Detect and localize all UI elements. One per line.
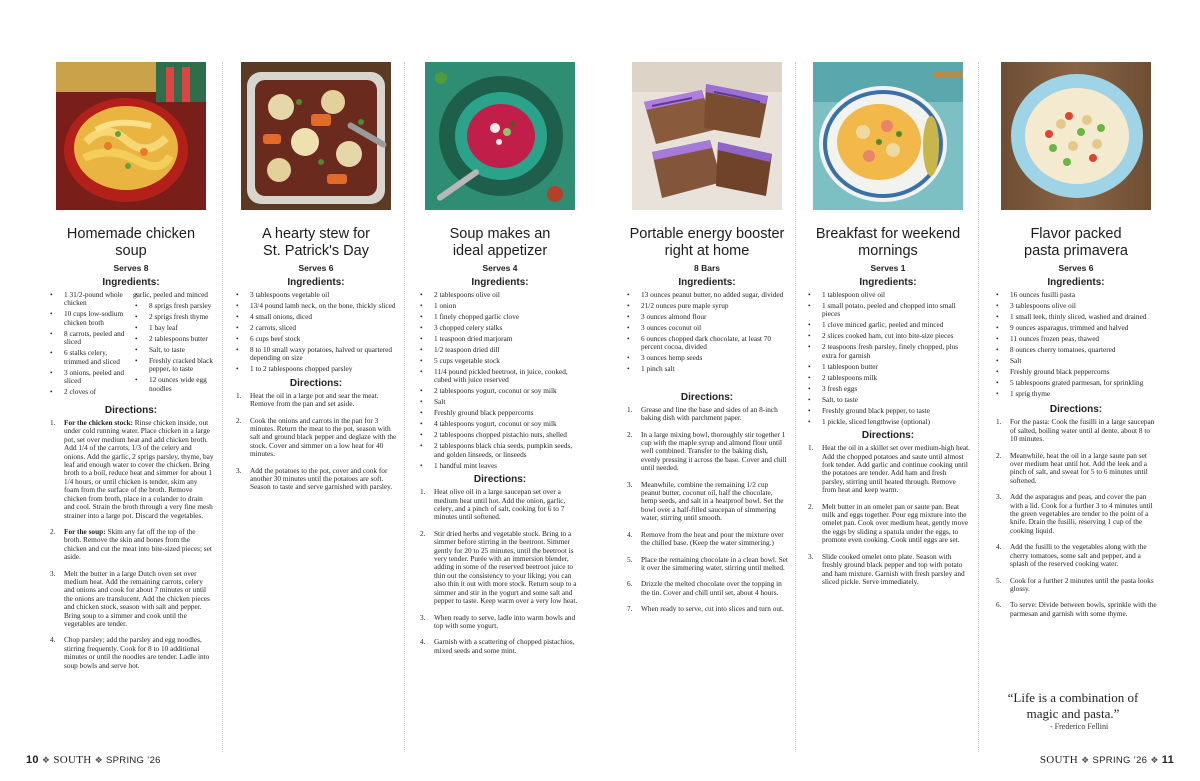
- ingredient-item: • Freshly ground black peppercorns: [418, 409, 582, 417]
- ingredient-item: • 1 tablespoon olive oil: [806, 291, 970, 299]
- recipe-title: Portable energy booster right at home: [629, 226, 785, 259]
- ingredient-item: • Salt, to taste: [133, 346, 214, 354]
- ingredient-item: • 2 sprigs fresh thyme: [133, 313, 214, 321]
- ingredient-item: • 1 to 2 tablespoons chopped parsley: [234, 365, 398, 373]
- ingredient-item: • Freshly ground black peppercorns: [994, 368, 1158, 376]
- ingredient-item: • garlic, peeled and minced: [133, 291, 214, 299]
- ingredient-item: • 21/2 ounces pure maple syrup: [625, 302, 789, 310]
- direction-step: 2. For the soup: Skim any fat off the top of the broth. Remove the skin and bones from the chicken and cut the meat into bite-sized pieces; set aside.: [50, 526, 212, 562]
- ingredients-heading: Ingredients:: [471, 277, 529, 288]
- ingredient-item: • 10 cups low-sodium chicken broth: [48, 310, 129, 327]
- ingredient-item: • 3 onions, peeled and sliced: [48, 369, 129, 386]
- direction-step: 4. Remove from the heat and pour the mixture over the chilled base. (Keep the water simmering.): [627, 529, 784, 548]
- ingredient-item: • 2 tablespoons black chia seeds, pumpkin seeds, and golden linseeds, or linseeds: [418, 442, 582, 459]
- column-divider: [222, 62, 223, 752]
- directions-list: [625, 406, 789, 614]
- ingredient-item: • 1 handful mint leaves: [418, 462, 582, 470]
- page-number: 10: [26, 754, 39, 766]
- direction-step: 3. Meanwhile, combine the remaining 1/2 cup peanut butter, coconut oil, half the chocolate, hemp seeds, and salt in a heatproof bowl. Set the bowl over a half-filled saucepan of simmering water, stirring until smooth.: [627, 479, 784, 523]
- directions-heading: Directions:: [473, 474, 527, 486]
- direction-step: 1. For the chicken stock: Rinse chicken inside, out under cold running water. Place chicken in a large pot, set over medium heat and add chicken broth. Add 1/4 of the carrots, 1/3 of the celery and onions. Add the garlic, 2 sprigs parsley, thyme, bay leaf and enough water to cover the chicken. Bring broth to a boil, reduce heat and simmer for about 1 1/4 hours, or until chicken is tender, skim any foam from the surface of the broth. Remove chicken from broth, place in a colander to drain and cool. Strain the broth through a very fine mesh strainer into a large pot. Discard the vegetables.: [50, 418, 214, 520]
- direction-step: 1. Heat the oil in a large pot and sear the meat. Remove from the pan and set aside.: [236, 390, 379, 409]
- ingredient-item: • 3 ounces almond flour: [625, 313, 789, 321]
- direction-step: 3. Melt the butter in a large Dutch oven set over medium heat. Add the remaining carrots, celery and onions and cook for about 7 minutes or until the onions are translucent. Add the chicken pieces and chicken stock, season with salt and pepper. Bring soup to a simmer and cook until the vegetables are tender.: [50, 568, 210, 628]
- ingredients-list: [806, 291, 970, 426]
- ingredients-list: [994, 291, 1158, 398]
- directions-heading: Directions:: [289, 377, 343, 389]
- ingredient-item: • 11 ounces frozen peas, thawed: [994, 335, 1158, 343]
- ornament-icon: ❖: [1150, 755, 1159, 765]
- ingredient-item: • 2 tablespoons chopped pistachio nuts, shelled: [418, 431, 582, 439]
- ingredient-item: • 8 to 10 small waxy potatoes, halved or quartered depending on size: [234, 346, 398, 363]
- ingredient-item: • Salt, to taste: [806, 396, 970, 404]
- direction-step: 1. For the pasta: Cook the fusilli in a large saucepan of salted, boiling water until al dente, about 8 to 10 minutes.: [996, 417, 1155, 444]
- ingredient-item: • 3 ounces hemp seeds: [625, 354, 789, 362]
- ingredient-item: • 1 sprig thyme: [994, 390, 1158, 398]
- ingredient-item: • Freshly cracked black pepper, to taste: [133, 357, 214, 374]
- beet-soup-photo: [425, 62, 575, 210]
- direction-step: 6. Drizzle the melted chocolate over the topping in the tin. Cover and chill until set, about 4 hours.: [627, 579, 782, 597]
- column-divider: [978, 62, 979, 752]
- ingredient-item: • 2 tablespoons milk: [806, 374, 970, 382]
- ingredient-item: • 3 ounces coconut oil: [625, 324, 789, 332]
- direction-step: 2. Melt butter in an omelet pan or saute pan. Beat milk and eggs together. Pour egg mixture into the omelet pan. Cook over medium heat, gently move the eggs by sliding a spatula under the eggs, to promote even cooking. Cook until eggs are set.: [808, 501, 969, 545]
- ingredient-item: • 8 carrots, peeled and sliced: [48, 330, 129, 347]
- recipe-serves: Serves 8: [113, 263, 149, 273]
- ingredients-list-right: [133, 291, 214, 399]
- recipe-column-omelet: [806, 62, 970, 752]
- footer-left: [26, 754, 161, 766]
- ingredient-item: • 3 tablespoons olive oil: [994, 302, 1158, 310]
- ingredient-item: • 3 fresh eggs: [806, 385, 970, 393]
- ingredient-item: • 1 31/2-pound whole chicken: [48, 291, 129, 308]
- ingredient-item: • 11/4 pound pickled beetroot, in juice, cooked, cubed with juice reserved: [418, 368, 582, 385]
- ingredient-item: • 9 ounces asparagus, trimmed and halved: [994, 324, 1158, 332]
- directions-list: [48, 419, 214, 670]
- ingredient-item: • 5 tablespoons grated parmesan, for sprinkling: [994, 379, 1158, 387]
- ingredient-item: • 1 small potato, peeled and chopped into small pieces: [806, 302, 970, 319]
- ingredient-item: • 1 bay leaf: [133, 324, 214, 332]
- ingredient-item: • 13 ounces peanut butter, no added sugar, divided: [625, 291, 789, 299]
- directions-heading: Directions:: [680, 391, 734, 403]
- recipe-serves: Serves 6: [1058, 263, 1094, 273]
- direction-step: 1. Heat olive oil in a large saucepan set over a medium heat until hot. Add the onion, garlic, celery, and a pinch of salt, cooking for 6 to 7 minutes until softened.: [420, 487, 566, 522]
- pasta-primavera-photo: [1001, 62, 1151, 210]
- recipe-column-stew: [234, 62, 398, 752]
- issue-label: SPRING ’26: [1092, 755, 1148, 766]
- ingredient-item: • 8 sprigs fresh parsley: [133, 302, 214, 310]
- ingredient-item: • 1 finely chopped garlic clove: [418, 313, 582, 321]
- ingredient-item: • 6 ounces chopped dark chocolate, at least 70 percent cocoa, divided: [625, 335, 789, 352]
- directions-heading: Directions:: [861, 430, 915, 442]
- ingredient-item: • 1 clove minced garlic, peeled and minced: [806, 321, 970, 329]
- ingredient-item: • 2 carrots, sliced: [234, 324, 398, 332]
- directions-list: [418, 488, 582, 655]
- ingredient-item: • 3 chopped celery stalks: [418, 324, 582, 332]
- directions-list: [234, 392, 398, 492]
- lamb-stew-photo: [241, 62, 391, 210]
- recipe-title: Soup makes an ideal appetizer: [449, 226, 551, 259]
- recipe-title: Flavor packed pasta primavera: [1024, 226, 1128, 259]
- direction-step: 2. Meanwhile, heat the oil in a large saute pan set over medium heat until hot. Add the leek and a pinch of salt, and sweat for 5 to 6 minutes until softened.: [996, 450, 1148, 485]
- ingredients-heading: Ingredients:: [859, 277, 917, 288]
- ingredient-item: • 1 onion: [418, 302, 582, 310]
- recipe-title: Homemade chicken soup: [66, 226, 196, 259]
- recipe-column-pasta: [994, 62, 1158, 682]
- direction-step: 5. Cook for a further 2 minutes until the pasta looks glossy.: [996, 575, 1154, 593]
- page-number: 11: [1161, 754, 1174, 766]
- ingredient-item: • 16 ounces fusilli pasta: [994, 291, 1158, 299]
- direction-step: 3. Add the asparagus and peas, and cover the pan with a lid. Cook for a further 3 to 4 minutes until the green vegetables are tender to the point of a knife. Drain the fusilli, reserving 1 cup of the cooking liquid.: [996, 492, 1153, 535]
- direction-step: 2. Stir dried herbs and vegetable stock. Bring to a simmer before stirring in the beetroot. Simmer gently for 20 to 25 minutes, until the beetroot is very tender. Purée with an immersion blender, adding in some of the reserved beetroot juice to thin out the consistency to your liking; you can also thin it out with more stock. Return soup to a simmer and stir in the yogurt and some salt and pepper to taste. Keep warm over a very low heat.: [420, 528, 578, 606]
- footer-right: [1040, 754, 1174, 766]
- ingredient-item: • 2 teaspoons fresh parsley, finely chopped, plus extra for garnish: [806, 343, 970, 360]
- ornament-icon: ❖: [1081, 755, 1090, 765]
- ingredients-list: [234, 291, 398, 374]
- ingredient-item: • Salt: [994, 357, 1158, 365]
- chocolate-bars-photo: [632, 62, 782, 210]
- directions-list: [806, 444, 970, 586]
- ingredient-item: • 12 ounces wide egg noodles: [133, 376, 214, 393]
- direction-step: 6. To serve: Divide between bowls, sprinkle with the parmesan and garnish with some thyme.: [996, 600, 1157, 618]
- ingredients-heading: Ingredients:: [287, 277, 345, 288]
- ingredients-heading: Ingredients:: [102, 277, 160, 288]
- ingredients-list-left: [48, 291, 129, 399]
- ingredients-list: [418, 291, 582, 470]
- ornament-icon: ❖: [94, 755, 103, 765]
- recipe-column-chicken-soup: [48, 62, 214, 752]
- ingredient-item: • Salt: [418, 398, 582, 406]
- ingredient-item: • 3 tablespoons vegetable oil: [234, 291, 398, 299]
- ingredient-item: • 4 tablespoons yogurt, coconut or soy milk: [418, 420, 582, 428]
- ingredient-item: • 2 tablespoons olive oil: [418, 291, 582, 299]
- ingredient-item: • 2 slices cooked ham, cut into bite-size pieces: [806, 332, 970, 340]
- pull-quote: “Life is a combination of magic and pasta.”: [1007, 690, 1139, 721]
- direction-step: 1. Heat the oil in a skillet set over medium-high heat. Add the chopped potatoes and saute until almost fork tender. Add garlic and continue cooking until the potatoes are tender. Add ham and fresh parsley, stirring until heated through. Remove from heat and keep warm.: [808, 443, 970, 495]
- ingredient-item: • 4 small onions, diced: [234, 313, 398, 321]
- ingredient-item: • 5 cups vegetable stock: [418, 357, 582, 365]
- ingredients-list: [48, 291, 214, 399]
- direction-step: 3. When ready to serve, ladle into warm bowls and top with some yogurt.: [420, 612, 576, 630]
- ingredient-item: • 1 pinch salt: [625, 365, 789, 373]
- direction-step: 4. Add the fusilli to the vegetables along with the cherry tomatoes, some salt and pepper, and a splash of the reserved cooking water.: [996, 542, 1147, 569]
- quote-author: - Frederico Fellini: [1050, 722, 1109, 731]
- ingredient-item: • 6 stalks celery, trimmed and sliced: [48, 349, 129, 366]
- direction-step: 2. In a large mixing bowl, thoroughly stir together 1 cup with the maple syrup and almond flour until well combined. Transfer to the baking dish, evenly pressing it across the base. Cover and chill until needed.: [627, 429, 787, 473]
- ingredient-item: • 1 teaspoon dried marjoram: [418, 335, 582, 343]
- directions-heading: Directions:: [1049, 404, 1103, 416]
- directions-heading: Directions:: [104, 405, 158, 417]
- ingredients-heading: Ingredients:: [678, 277, 736, 288]
- recipe-serves: Serves 1: [870, 263, 906, 273]
- recipe-title: Breakfast for weekend mornings: [815, 226, 961, 259]
- omelet-photo: [813, 62, 963, 210]
- directions-list: [994, 418, 1158, 618]
- magazine-name: SOUTH: [1039, 754, 1079, 766]
- column-divider: [404, 62, 405, 752]
- ingredient-item: • 2 tablespoons yogurt, coconut or soy milk: [418, 387, 582, 395]
- direction-step: 4. Garnish with a scattering of chopped pistachios, mixed seeds and some mint.: [420, 637, 575, 655]
- magazine-name: SOUTH: [53, 754, 92, 766]
- ingredient-item: • 1 small leek, thinly sliced, washed and drained: [994, 313, 1158, 321]
- recipe-serves: 8 Bars: [694, 263, 720, 273]
- ingredients-heading: Ingredients:: [1047, 277, 1105, 288]
- ingredient-item: • 1 pickle, sliced lengthwise (optional): [806, 418, 970, 426]
- ingredient-item: • 1 tablespoon butter: [806, 363, 970, 371]
- recipe-column-energy-bars: [625, 62, 789, 752]
- issue-label: SPRING ’26: [106, 755, 161, 766]
- recipe-title: A hearty stew for St. Patrick's Day: [262, 226, 370, 259]
- ornament-icon: ❖: [41, 755, 51, 765]
- ingredient-item: • 6 cups beef stock: [234, 335, 398, 343]
- ingredient-item: • 13/4 pound lamb neck, on the bone, thickly sliced: [234, 302, 398, 310]
- direction-step: 4. Chop parsley; add the parsley and egg noodles, stirring frequently. Cook for 8 to 10 additional minutes or until the noodles are tender. Ladle into soup bowls and serve hot.: [50, 635, 210, 670]
- ingredient-item: • 1/2 teaspoon dried dill: [418, 346, 582, 354]
- ingredient-item: • 2 tablespoons butter: [133, 335, 214, 343]
- recipe-serves: Serves 4: [482, 263, 518, 273]
- ingredient-item: • 8 ounces cherry tomatoes, quartered: [994, 346, 1158, 354]
- direction-step: 2. Cook the onions and carrots in the pan for 3 minutes. Return the meat to the pot, season with salt and ground black pepper and deglaze with the stock. Cover and simmer on a low heat for 40 minutes.: [236, 415, 397, 459]
- direction-step: 5. Place the remaining chocolate in a clean bowl. Set it over the simmering water, stirring until melted.: [627, 554, 788, 572]
- direction-step: 3. Slide cooked omelet onto plate. Season with freshly ground black pepper and top with potato and ham mixture. Garnish with fresh parsley and sliced pickle. Serve immediately.: [808, 551, 965, 586]
- recipe-serves: Serves 6: [298, 263, 334, 273]
- recipe-column-beet-soup: [418, 62, 582, 752]
- chicken-noodle-soup-photo: [56, 62, 206, 210]
- ingredient-item: • Freshly ground black pepper, to taste: [806, 407, 970, 415]
- direction-step: 3. Add the potatoes to the pot, cover and cook for another 30 minutes until the potatoes are soft. Season to taste and serve garnished with parsley.: [236, 465, 393, 492]
- direction-step: 7. When ready to serve, cut into slices and turn out.: [627, 604, 784, 614]
- direction-step: 1. Grease and line the base and sides of an 8-inch baking dish with parchment paper.: [627, 404, 778, 423]
- ingredient-item: • 2 cloves of: [48, 388, 129, 396]
- ingredients-list: [625, 291, 789, 374]
- column-divider: [795, 62, 796, 752]
